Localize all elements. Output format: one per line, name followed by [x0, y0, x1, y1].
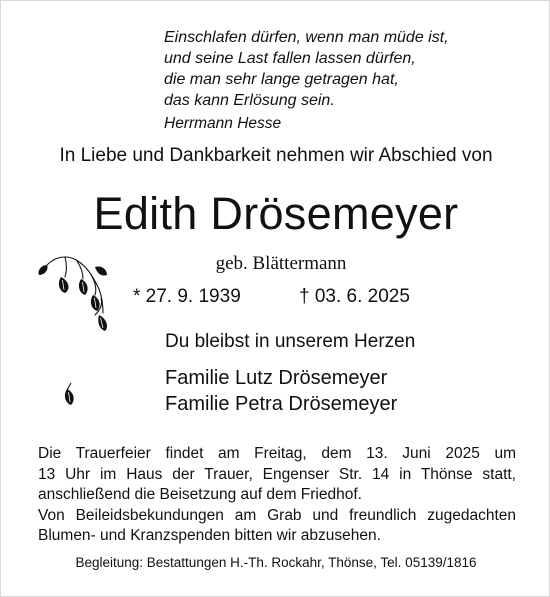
poem-line: die man sehr lange getragen hat,	[164, 71, 399, 88]
maiden-name: geb. Blättermann	[215, 253, 347, 274]
poem-author: Herrmann Hesse	[164, 115, 282, 132]
birth-date: * 27. 9. 1939	[133, 286, 241, 307]
funeral-director-line: Begleitung: Bestattungen H.-Th. Rockahr, Thönse, Tel. 05139/1816	[75, 555, 477, 570]
funeral-details	[38, 444, 516, 547]
condolence-line: Von Beileidsbekundungen am Grab und freundlich zugedachten	[38, 506, 516, 524]
poem-line: das kann Erlösung sein.	[164, 92, 335, 109]
leaf-branch-icon	[37, 249, 113, 419]
poem-line: und seine Last fallen lassen dürfen,	[164, 50, 416, 67]
funeral-line: anschließend die Beisetzung auf dem Friedhof.	[38, 486, 362, 503]
intro-text: In Liebe und Dankbarkeit nehmen wir Abschied von	[59, 145, 493, 166]
heart-line: Du bleibst in unserem Herzen	[165, 331, 416, 352]
condolence-line: Blumen- und Kranzspenden bitten wir abzusehen.	[38, 527, 381, 544]
death-date: † 03. 6. 2025	[299, 286, 410, 307]
funeral-line: 13 Uhr im Haus der Trauer, Engenser Str. 14 in Thönse statt,	[38, 465, 516, 483]
poem	[164, 27, 449, 111]
family-name: Familie Petra Drösemeyer	[165, 393, 398, 415]
deceased-name: Edith Drösemeyer	[93, 188, 459, 239]
poem-line: Einschlafen dürfen, wenn man müde ist,	[164, 29, 449, 46]
family-name: Familie Lutz Drösemeyer	[165, 367, 388, 389]
funeral-line: Die Trauerfeier findet am Freitag, dem 13. Juni 2025 um	[38, 445, 516, 462]
